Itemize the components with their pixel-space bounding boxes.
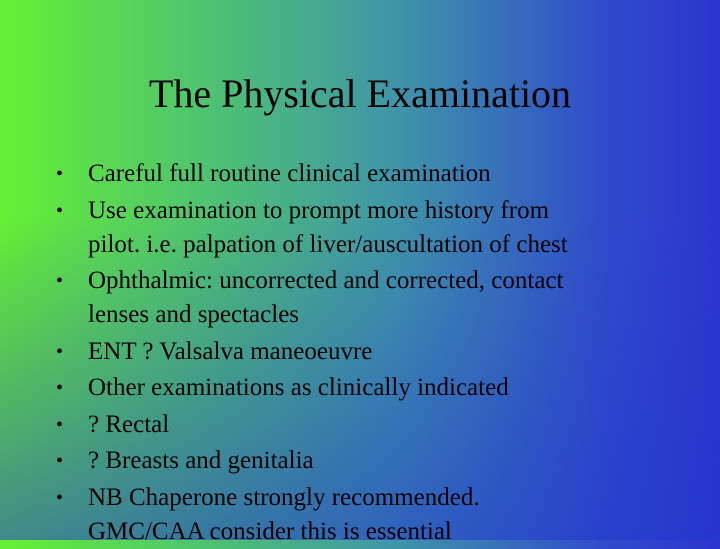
bullet-text — [88, 444, 696, 478]
bullet-text — [88, 335, 696, 369]
bullet-text — [88, 408, 696, 442]
bullet-line: lenses and spectacles — [88, 301, 300, 328]
bullet-icon: • — [56, 486, 64, 509]
bullet-item — [56, 264, 696, 332]
bullet-line: ? Rectal — [88, 410, 170, 438]
bullet-icon: • — [56, 377, 64, 399]
bullet-icon: • — [56, 270, 64, 292]
bullet-list — [56, 157, 696, 549]
bullet-line: pilot. i.e. palpation of liver/auscultation of chest — [88, 230, 568, 258]
bullet-line: Use examination to prompt more history from — [88, 196, 550, 224]
bullet-line: Ophthalmic: uncorrected and corrected, contact — [88, 267, 564, 294]
bullet-item — [56, 481, 696, 549]
bullet-icon: • — [56, 450, 64, 472]
bullet-item — [56, 371, 696, 405]
bullet-item — [56, 444, 696, 478]
bullet-item — [56, 335, 696, 369]
bullet-item — [56, 408, 696, 442]
bullet-line: ENT ? Valsalva maneoeuvre — [88, 337, 373, 365]
bullet-text — [88, 371, 696, 405]
bullet-line: Careful full routine clinical examination — [88, 160, 491, 187]
bullet-text — [88, 194, 696, 262]
bullet-text — [88, 481, 696, 549]
bullet-item — [56, 157, 696, 191]
bullet-icon: • — [56, 413, 64, 436]
bullet-text — [88, 264, 696, 332]
bullet-text — [88, 157, 696, 191]
bullet-item — [56, 194, 696, 262]
slide-title: The Physical Examination — [148, 71, 572, 116]
bullet-line: Other examinations as clinically indicated — [88, 374, 509, 401]
bullet-line: ? Breasts and genitalia — [88, 447, 314, 474]
bullet-icon: • — [56, 340, 64, 363]
bullet-line: NB Chaperone strongly recommended. — [88, 483, 480, 511]
bullet-icon: • — [56, 163, 64, 185]
bullet-line: GMC/CAA consider this is essential — [88, 517, 452, 545]
bullet-icon: • — [56, 199, 64, 222]
